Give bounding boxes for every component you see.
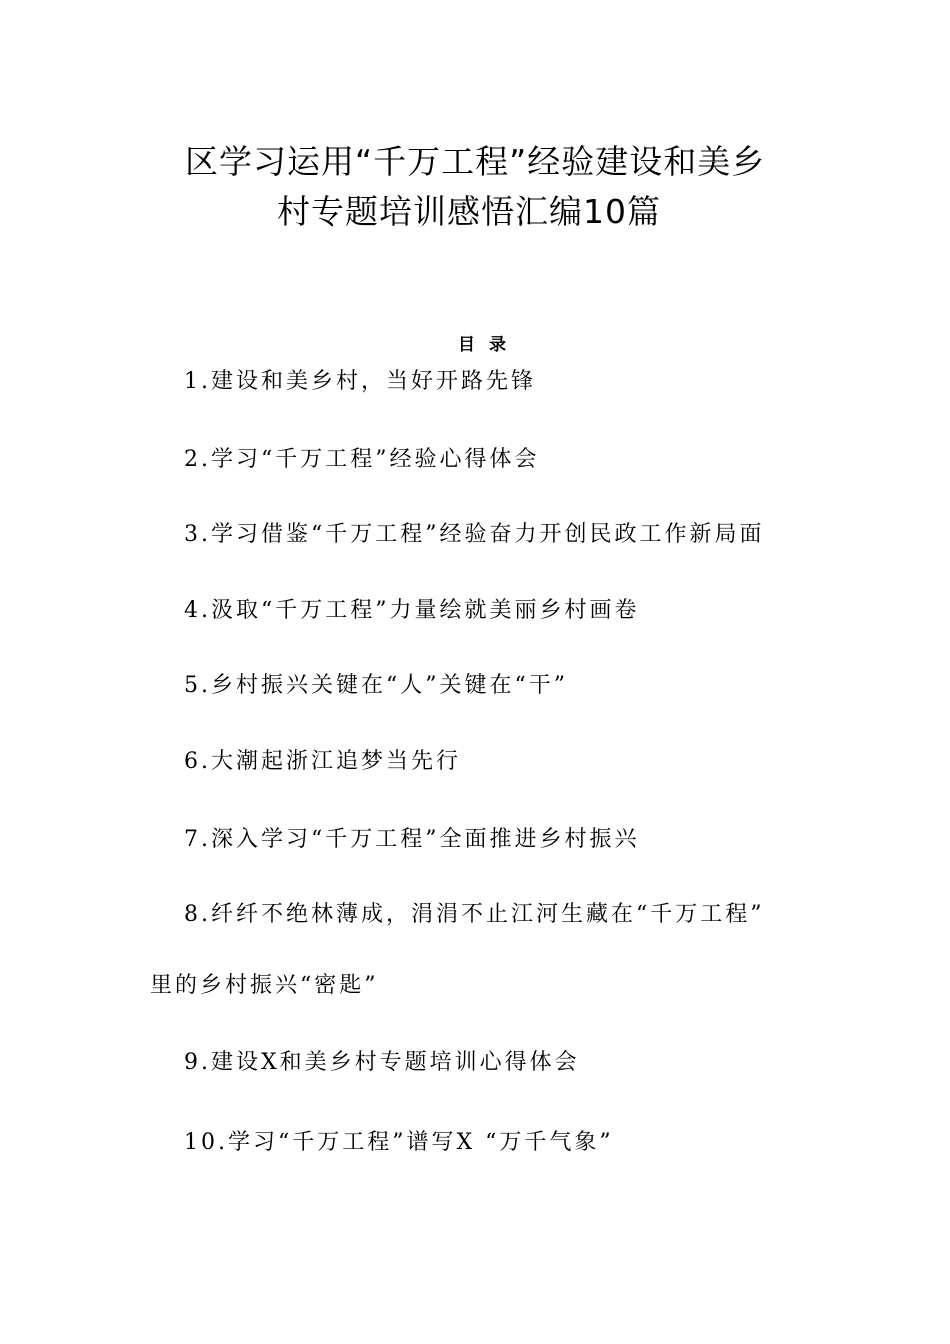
toc-heading: 目录 — [458, 335, 520, 355]
toc-item-8: 8.纤纤不绝林薄成，涓涓不止江河生藏在“千万工程” — [184, 902, 765, 927]
toc-item-6: 6.大潮起浙江追梦当先行 — [184, 749, 461, 774]
toc-item-1: 1.建设和美乡村，当好开路先锋 — [184, 369, 536, 394]
toc-item-7: 7.深入学习“千万工程”全面推进乡村振兴 — [184, 827, 640, 852]
document-title-line-2: 村专题培训感悟汇编10篇 — [277, 192, 661, 231]
toc-item-2: 2.学习“千万工程”经验心得体会 — [184, 447, 540, 472]
document-title-line-1: 区学习运用“千万工程”经验建设和美乡 — [185, 142, 766, 181]
toc-item-4: 4.汲取“千万工程”力量绘就美丽乡村画卷 — [184, 598, 640, 623]
toc-item-9: 9.建设X和美乡村专题培训心得体会 — [184, 1050, 580, 1075]
toc-item-3: 3.学习借鉴“千万工程”经验奋力开创民政工作新局面 — [184, 522, 765, 547]
toc-item-5: 5.乡村振兴关键在“人”关键在“干” — [184, 673, 568, 698]
toc-item-8-continued: 里的乡村振兴“密匙” — [150, 973, 379, 998]
toc-item-10: 10.学习“千万工程”谱写X “万千气象” — [184, 1130, 614, 1155]
